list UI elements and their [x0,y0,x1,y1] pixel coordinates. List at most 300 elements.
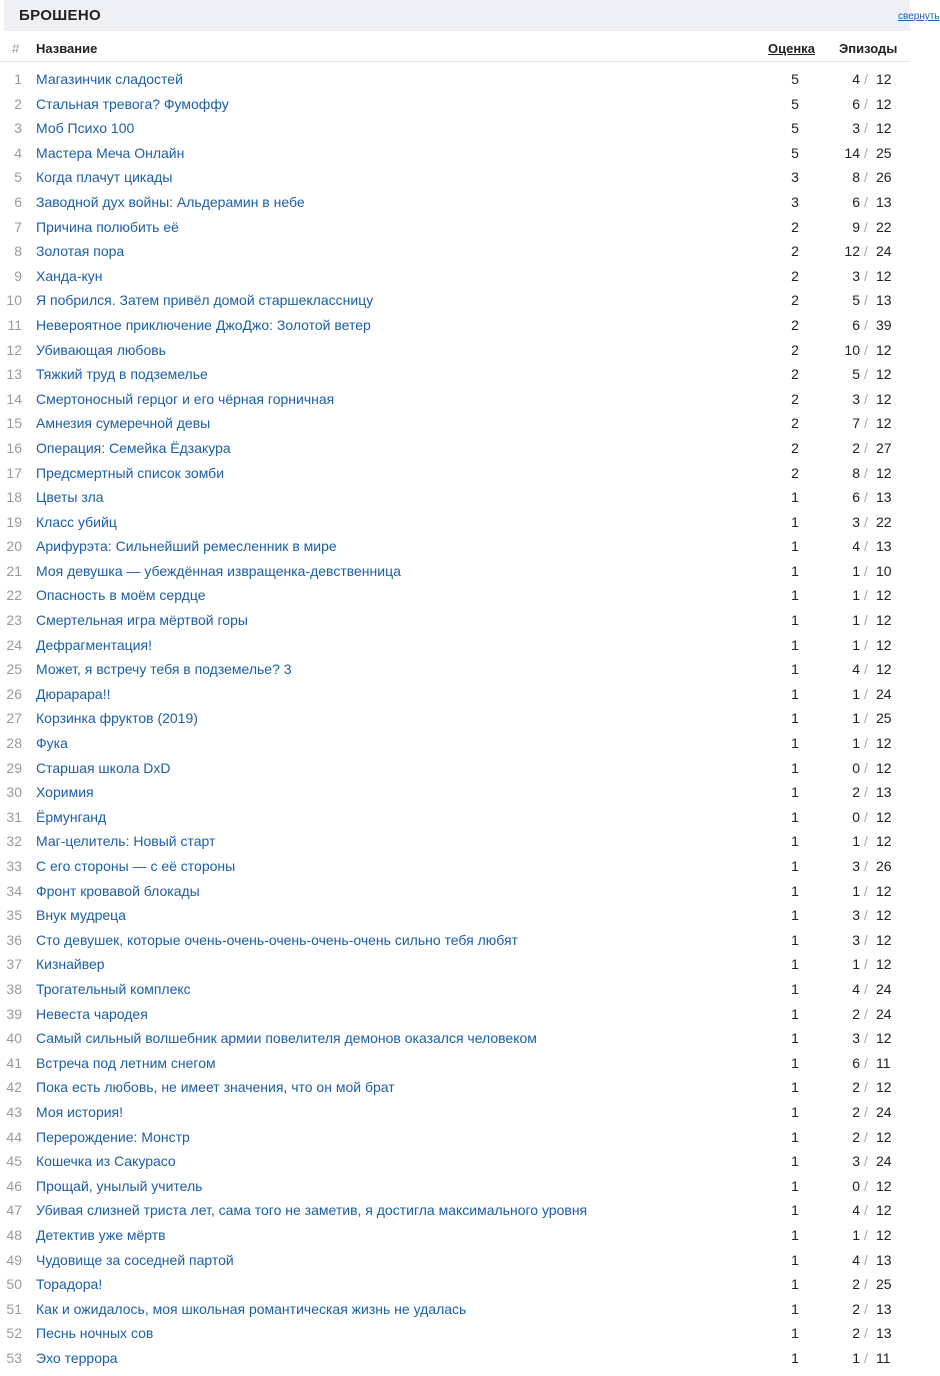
column-number: # [12,41,20,56]
anime-title-link[interactable]: Дюрарара!! [36,685,111,702]
episodes-separator: / [864,1325,868,1342]
row-score: 2 [791,267,799,284]
episodes-total: 13 [876,1251,892,1268]
episodes-watched: 1 [852,612,860,629]
row-score: 2 [791,415,799,432]
episodes-total: 24 [876,243,892,260]
episodes-watched: 4 [852,1251,860,1268]
anime-title-link[interactable]: Сто девушек, которые очень-очень-очень-очень-очень сильно тебя любят [36,931,518,948]
anime-title-link[interactable]: Кошечка из Сакурасо [36,1153,176,1170]
episodes-watched: 6 [852,193,860,210]
episodes-watched: 1 [852,1349,860,1366]
row-number: 50 [6,1276,22,1293]
episodes-watched: 1 [852,562,860,579]
episodes-total: 25 [876,710,892,727]
row-score: 2 [791,292,799,309]
table-row [0,558,910,583]
column-episodes: Эпизоды [839,41,898,56]
row-number: 12 [6,341,22,358]
anime-title-link[interactable]: Корзинка фруктов (2019) [36,710,198,727]
table-row [0,878,910,903]
episodes-separator: / [864,1054,868,1071]
episodes-total: 13 [876,1325,892,1342]
episodes-watched: 1 [852,1226,860,1243]
anime-title-link[interactable]: Эхо террора [36,1349,118,1366]
episodes-total: 27 [876,439,892,456]
row-score: 3 [791,193,799,210]
anime-title-link[interactable]: Моя история! [36,1103,124,1120]
episodes-total: 12 [876,587,892,604]
column-score-sort[interactable]: Оценка [768,41,815,56]
row-number: 32 [6,833,22,850]
row-score: 5 [791,144,799,161]
anime-title-link[interactable]: Убивая слизней триста лет, сама того не заметив, я достигла максимального уровня [36,1202,588,1219]
table-row [0,386,910,411]
table-row [0,828,910,853]
row-number: 53 [6,1349,22,1366]
table-row [0,189,910,214]
episodes-total: 25 [876,144,892,161]
episodes-separator: / [864,882,868,899]
episodes-total: 26 [876,858,892,874]
column-title: Название [36,41,98,56]
row-number: 9 [14,267,22,284]
anime-title-link[interactable]: Опасность в моём сердце [36,587,206,604]
table-row [0,91,910,116]
row-score: 2 [791,390,799,407]
episodes-watched: 2 [852,1300,860,1317]
episodes-total: 12 [876,366,892,383]
row-score: 1 [791,735,799,752]
anime-title-link[interactable]: Тяжкий труд в подземелье [36,366,208,383]
anime-title-link[interactable]: Может, я встречу тебя в подземелье? 3 [36,661,292,678]
table-row [0,1050,910,1075]
episodes-total: 24 [876,1153,892,1170]
anime-title-link[interactable]: Внук мудреца [36,907,126,924]
row-number: 6 [14,193,22,210]
episodes-total: 12 [876,759,892,776]
row-number: 30 [6,784,22,801]
episodes-separator: / [864,439,868,456]
episodes-total: 13 [876,784,892,801]
row-number: 18 [6,489,22,506]
episodes-watched: 3 [852,120,860,137]
episodes-total: 12 [876,341,892,358]
section-header [4,0,940,31]
anime-title-link[interactable]: Смертоносный герцог и его чёрная горничная [36,390,335,407]
episodes-watched: 2 [852,1276,860,1293]
anime-title-link[interactable]: Заводной дух войны: Альдерамин в небе [36,193,305,210]
episodes-watched: 4 [852,980,860,997]
row-number: 27 [6,710,22,727]
table-row [0,779,910,804]
anime-title-link[interactable]: Невероятное приключение ДжоДжо: Золотой ветер [36,316,371,333]
row-score: 1 [791,538,799,555]
episodes-separator: / [864,513,868,530]
row-score: 2 [791,366,799,383]
row-score: 1 [791,808,799,825]
row-score: 2 [791,439,799,456]
table-row [0,1124,910,1149]
row-score: 1 [791,710,799,727]
anime-title-link[interactable]: Цветы зла [36,489,104,506]
episodes-separator: / [864,95,868,112]
episodes-watched: 2 [852,1079,860,1096]
table-row [0,164,910,189]
row-number: 48 [6,1226,22,1243]
collapse-link[interactable]: свернуть [898,11,940,22]
episodes-watched: 10 [844,341,860,358]
episodes-watched: 0 [852,808,860,825]
row-score: 1 [791,1300,799,1317]
anime-title-link[interactable]: Хоримия [36,784,94,801]
episodes-watched: 1 [852,956,860,973]
anime-title-link[interactable]: Амнезия сумеречной девы [36,415,211,432]
episodes-separator: / [864,808,868,825]
episodes-total: 12 [876,464,892,481]
anime-title-link[interactable]: Трогательный комплекс [36,980,191,997]
episodes-total: 12 [876,956,892,973]
episodes-total: 22 [876,513,892,530]
anime-title-link[interactable]: Арифурэта: Сильнейший ремесленник в мире [36,538,337,555]
anime-title-link[interactable]: С его стороны — с её стороны [36,858,236,874]
row-number: 52 [6,1325,22,1342]
row-score: 1 [791,1325,799,1342]
table-row [0,582,910,607]
anime-title-link[interactable]: Фука [36,735,68,752]
episodes-total: 12 [876,120,892,137]
table-row [0,1074,910,1099]
row-number: 35 [6,907,22,924]
row-score: 1 [791,1030,799,1047]
row-number: 43 [6,1103,22,1120]
episodes-separator: / [864,1349,868,1366]
anime-title-link[interactable]: Прощай, унылый учитель [36,1177,203,1194]
episodes-watched: 1 [852,735,860,752]
episodes-total: 12 [876,882,892,899]
table-row [0,435,910,460]
episodes-watched: 4 [852,661,860,678]
episodes-separator: / [864,710,868,727]
episodes-total: 12 [876,808,892,825]
episodes-total: 12 [876,267,892,284]
table-row [0,853,910,878]
table-row [0,951,910,976]
row-score: 1 [791,956,799,973]
anime-title-link[interactable]: Перерождение: Монстр [36,1128,190,1145]
row-score: 1 [791,1202,799,1219]
anime-title-link[interactable]: Когда плачут цикады [36,169,173,186]
episodes-watched: 2 [852,1005,860,1022]
row-number: 17 [6,464,22,481]
anime-title-link[interactable]: Старшая школа DxD [36,759,171,776]
episodes-total: 12 [876,661,892,678]
episodes-separator: / [864,956,868,973]
anime-title-link[interactable]: Золотая пора [36,243,125,260]
episodes-separator: / [864,1079,868,1096]
anime-title-link[interactable]: Маг-целитель: Новый старт [36,833,216,850]
episodes-watched: 3 [852,907,860,924]
table-row [0,484,910,509]
episodes-separator: / [864,366,868,383]
episodes-total: 12 [876,735,892,752]
episodes-total: 12 [876,95,892,112]
row-number: 14 [6,390,22,407]
episodes-separator: / [864,833,868,850]
row-score: 1 [791,833,799,850]
row-score: 1 [791,784,799,801]
row-score: 1 [791,513,799,530]
anime-title-link[interactable]: Стальная тревога? Фумоффу [36,95,229,112]
episodes-separator: / [864,390,868,407]
episodes-watched: 1 [852,636,860,653]
row-number: 42 [6,1079,22,1096]
episodes-total: 11 [876,1349,891,1366]
row-score: 2 [791,464,799,481]
table-row [0,755,910,780]
anime-title-link[interactable]: Ёрмунганд [36,808,107,825]
table-row [0,312,910,337]
episodes-total: 12 [876,833,892,850]
episodes-separator: / [864,735,868,752]
table-row [0,238,910,263]
anime-title-link[interactable]: Кизнайвер [36,956,105,973]
row-score: 1 [791,1153,799,1170]
row-score: 1 [791,587,799,604]
table-row [0,1197,910,1222]
anime-title-link[interactable]: Встреча под летним снегом [36,1054,216,1071]
episodes-watched: 2 [852,1128,860,1145]
row-number: 51 [6,1300,22,1317]
anime-title-link[interactable]: Детектив уже мёртв [36,1226,166,1243]
episodes-total: 13 [876,538,892,555]
table-row [0,66,910,91]
anime-title-link[interactable]: Класс убийц [36,513,117,530]
anime-title-link[interactable]: Самый сильный волшебник армии повелителя демонов оказался человеком [36,1030,537,1047]
row-number: 41 [6,1054,22,1071]
row-score: 1 [791,1276,799,1293]
anime-title-link[interactable]: Пока есть любовь, не имеет значения, что он мой брат [36,1079,395,1096]
anime-title-link[interactable]: Торадора! [36,1276,103,1293]
episodes-watched: 6 [852,489,860,506]
episodes-separator: / [864,415,868,432]
episodes-watched: 7 [852,415,860,432]
episodes-separator: / [864,243,868,260]
episodes-watched: 14 [844,144,860,161]
row-score: 5 [791,95,799,112]
episodes-separator: / [864,636,868,653]
episodes-watched: 4 [852,71,860,87]
table-row [0,1320,910,1345]
episodes-total: 12 [876,931,892,948]
table-row [0,681,910,706]
episodes-separator: / [864,1030,868,1047]
episodes-separator: / [864,1153,868,1170]
anime-title-link[interactable]: Смертельная игра мёртвой горы [36,612,248,629]
episodes-watched: 0 [852,1177,860,1194]
episodes-separator: / [864,71,868,87]
episodes-separator: / [864,169,868,186]
episodes-total: 12 [876,612,892,629]
row-score: 3 [791,169,799,186]
row-score: 5 [791,120,799,137]
row-score: 1 [791,1226,799,1243]
table-row [0,656,910,681]
episodes-watched: 1 [852,833,860,850]
table-row [0,730,910,755]
row-score: 5 [791,71,799,87]
episodes-total: 12 [876,71,892,87]
anime-title-link[interactable]: Операция: Семейка Ёдзакура [36,439,231,456]
episodes-total: 12 [876,1202,892,1219]
row-number: 25 [6,661,22,678]
anime-title-link[interactable]: Песнь ночных сов [36,1325,154,1342]
anime-title-link[interactable]: Моя девушка — убеждённая извращенка-девственница [36,562,401,579]
row-number: 4 [14,144,22,161]
episodes-watched: 5 [852,292,860,309]
row-number: 40 [6,1030,22,1047]
episodes-separator: / [864,587,868,604]
episodes-separator: / [864,1202,868,1219]
episodes-separator: / [864,144,868,161]
episodes-total: 13 [876,1300,892,1317]
anime-title-link[interactable]: Магазинчик сладостей [36,71,183,87]
row-number: 33 [6,858,22,874]
anime-title-link[interactable]: Невеста чародея [36,1005,148,1022]
anime-title-link[interactable]: Убивающая любовь [36,341,166,358]
episodes-total: 24 [876,1103,892,1120]
row-number: 28 [6,735,22,752]
row-score: 2 [791,316,799,333]
episodes-separator: / [864,685,868,702]
table-row [0,509,910,534]
row-number: 45 [6,1153,22,1170]
episodes-watched: 1 [852,882,860,899]
episodes-total: 24 [876,685,892,702]
row-score: 1 [791,562,799,579]
row-number: 49 [6,1251,22,1268]
episodes-separator: / [864,1128,868,1145]
table-row [0,337,910,362]
table-row [0,1099,910,1124]
episodes-watched: 6 [852,95,860,112]
episodes-watched: 0 [852,759,860,776]
row-number: 19 [6,513,22,530]
episodes-total: 12 [876,1177,892,1194]
episodes-separator: / [864,1251,868,1268]
row-number: 20 [6,538,22,555]
episodes-separator: / [864,341,868,358]
episodes-separator: / [864,1177,868,1194]
episodes-total: 12 [876,907,892,924]
row-number: 36 [6,931,22,948]
episodes-total: 11 [876,1054,891,1071]
episodes-separator: / [864,464,868,481]
episodes-total: 13 [876,292,892,309]
episodes-watched: 3 [852,1153,860,1170]
episodes-total: 26 [876,169,892,186]
episodes-separator: / [864,931,868,948]
episodes-separator: / [864,267,868,284]
table-row [0,533,910,558]
table-row [0,263,910,288]
episodes-separator: / [864,1005,868,1022]
row-number: 46 [6,1177,22,1194]
episodes-watched: 2 [852,1103,860,1120]
episodes-watched: 1 [852,685,860,702]
episodes-watched: 5 [852,366,860,383]
episodes-watched: 4 [852,538,860,555]
anime-title-link[interactable]: Я побрился. Затем привёл домой старшеклассницу [36,292,374,309]
anime-title-link[interactable]: Моб Психо 100 [36,120,135,137]
anime-title-link[interactable]: Фронт кровавой блокады [36,882,200,899]
table-row [0,140,910,165]
row-number: 24 [6,636,22,653]
table-header [0,33,910,62]
episodes-total: 13 [876,489,892,506]
episodes-watched: 3 [852,931,860,948]
row-number: 23 [6,612,22,629]
episodes-separator: / [864,316,868,333]
episodes-watched: 8 [852,169,860,186]
anime-title-link[interactable]: Чудовище за соседней партой [36,1251,234,1268]
episodes-total: 24 [876,980,892,997]
episodes-total: 12 [876,636,892,653]
episodes-watched: 3 [852,858,860,874]
anime-title-link[interactable]: Предсмертный список зомби [36,464,225,481]
row-number: 13 [6,366,22,383]
episodes-watched: 3 [852,390,860,407]
episodes-separator: / [864,759,868,776]
episodes-total: 10 [876,562,892,579]
table-row [0,902,910,927]
row-score: 1 [791,685,799,702]
anime-title-link[interactable]: Причина полюбить её [36,218,179,235]
table-row [0,1271,910,1296]
episodes-total: 12 [876,1079,892,1096]
table-row [0,927,910,952]
anime-title-link[interactable]: Дефрагментация! [36,636,152,653]
row-score: 1 [791,759,799,776]
table-row [0,632,910,657]
anime-title-link[interactable]: Мастера Меча Онлайн [36,144,185,161]
episodes-separator: / [864,292,868,309]
row-number: 5 [14,169,22,186]
table-row [0,1025,910,1050]
row-number: 1 [14,71,22,87]
row-score: 1 [791,1079,799,1096]
table-row [0,1296,910,1321]
table-row [0,361,910,386]
episodes-separator: / [864,1300,868,1317]
episodes-total: 12 [876,1128,892,1145]
episodes-watched: 2 [852,784,860,801]
row-score: 1 [791,1251,799,1268]
row-score: 2 [791,243,799,260]
row-number: 21 [6,562,22,579]
anime-title-link[interactable]: Ханда-кун [36,267,103,284]
episodes-separator: / [864,1276,868,1293]
table-row [0,1148,910,1173]
row-number: 16 [6,439,22,456]
episodes-separator: / [864,562,868,579]
episodes-separator: / [864,218,868,235]
episodes-watched: 1 [852,710,860,727]
episodes-total: 25 [876,1276,892,1293]
anime-title-link[interactable]: Как и ожидалось, моя школьная романтическая жизнь не удалась [36,1300,467,1317]
row-number: 15 [6,415,22,432]
row-number: 47 [6,1202,22,1219]
